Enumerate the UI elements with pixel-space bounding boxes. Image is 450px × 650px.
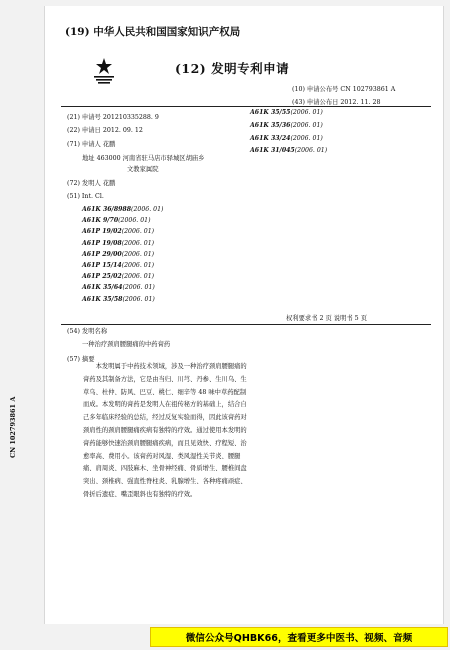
ipc-entry: A61P 19/08(2006. 01) [82, 239, 155, 247]
applicant: (71) 申请人 花鹏 [67, 141, 116, 148]
side-publication-code: CN 102793861 A [9, 396, 17, 458]
biblio-divider [61, 324, 431, 325]
ipc-entry: A61K 35/36(2006. 01) [250, 121, 323, 129]
address-line-2: 文教家属院 [127, 166, 159, 173]
abstract-text: 本发明属于中药技术领域，涉及一种治疗颈肩腰腿痛的膏药及其制备方法，它是由当归、川芎、丹参、生川乌、生草乌、杜仲、防风、巴豆、桃仁、细辛等 48 味中草药配制而成。本发明的膏药是发明人在祖传秘方的基础上，结合自己多年临床经验的总结，经过反复实验而得，因此该膏药对颈肩性的颈肩腰腿痛疾病有独特的疗效。通过使用本发明的膏药能够快速治颈肩腰腿痛疾病，而且见效快、疗程短、治愈率高、费用小。该膏药对风湿、类风湿性关节炎、腰腿痛、肩周炎、四肢麻木、坐骨神经痛、骨质增生、腰椎间盘突出、颈椎病、强直性脊柱炎、乳腺增生、各种疼痛顽症、骨折后遗症、嘴歪眼斜也有独特的疗效。 [83, 363, 247, 498]
ipc-entry: A61P 29/00(2006. 01) [82, 250, 155, 258]
ipc-entry: A61P 19/02(2006. 01) [82, 228, 155, 236]
wechat-banner[interactable]: 微信公众号QHBK66，查看更多中医书、视频、音频 [150, 627, 448, 647]
patent-page [44, 6, 444, 624]
office-name: (19) 中华人民共和国国家知识产权局 [65, 26, 241, 38]
inventor: (72) 发明人 花鹏 [67, 180, 116, 187]
ipc-entry: A61P 15/14(2006. 01) [82, 261, 155, 269]
ipc-entry: A61K 35/58(2006. 01) [82, 295, 155, 303]
application-date: (22) 申请日 2012. 09. 12 [67, 127, 143, 134]
invention-name: 一种治疗颈肩腰腿痛的中药膏药 [82, 341, 171, 348]
ipc-entry: A61P 25/02(2006. 01) [82, 273, 155, 281]
ipc-list-left [82, 206, 163, 307]
publication-number: (10) 申请公布号 CN 102793861 A [292, 86, 396, 93]
publication-date: (43) 申请公布日 2012. 11. 28 [292, 99, 381, 106]
address-line-1: 地址 463000 河南省驻马店市驿城区胡庙乡 [82, 155, 205, 162]
claims-info: 权利要求书 2 页 说明书 5 页 [286, 315, 367, 322]
ipc-entry: A61K 9/70(2006. 01) [82, 217, 151, 225]
ipc-list-right [250, 109, 327, 160]
application-number: (21) 申请号 201210335288. 9 [67, 114, 159, 121]
document-type: (12) 发明专利申请 [175, 61, 290, 76]
invention-name-label: (54) 发明名称 [67, 328, 108, 335]
ipc-entry: A61K 35/55(2006. 01) [250, 109, 323, 116]
header-divider [61, 106, 431, 107]
ipc-entry: A61K 31/045(2006. 01) [250, 147, 328, 155]
ipc-entry: A61K 35/64(2006. 01) [82, 284, 155, 292]
sipo-emblem-icon [89, 56, 119, 86]
abstract-label: (57) 摘要 [67, 356, 95, 363]
int-cl-label: (51) Int. Cl. [67, 193, 104, 200]
ipc-entry: A61K 33/24(2006. 01) [250, 134, 323, 142]
ipc-entry: A61K 36/8988(2006. 01) [82, 206, 164, 213]
